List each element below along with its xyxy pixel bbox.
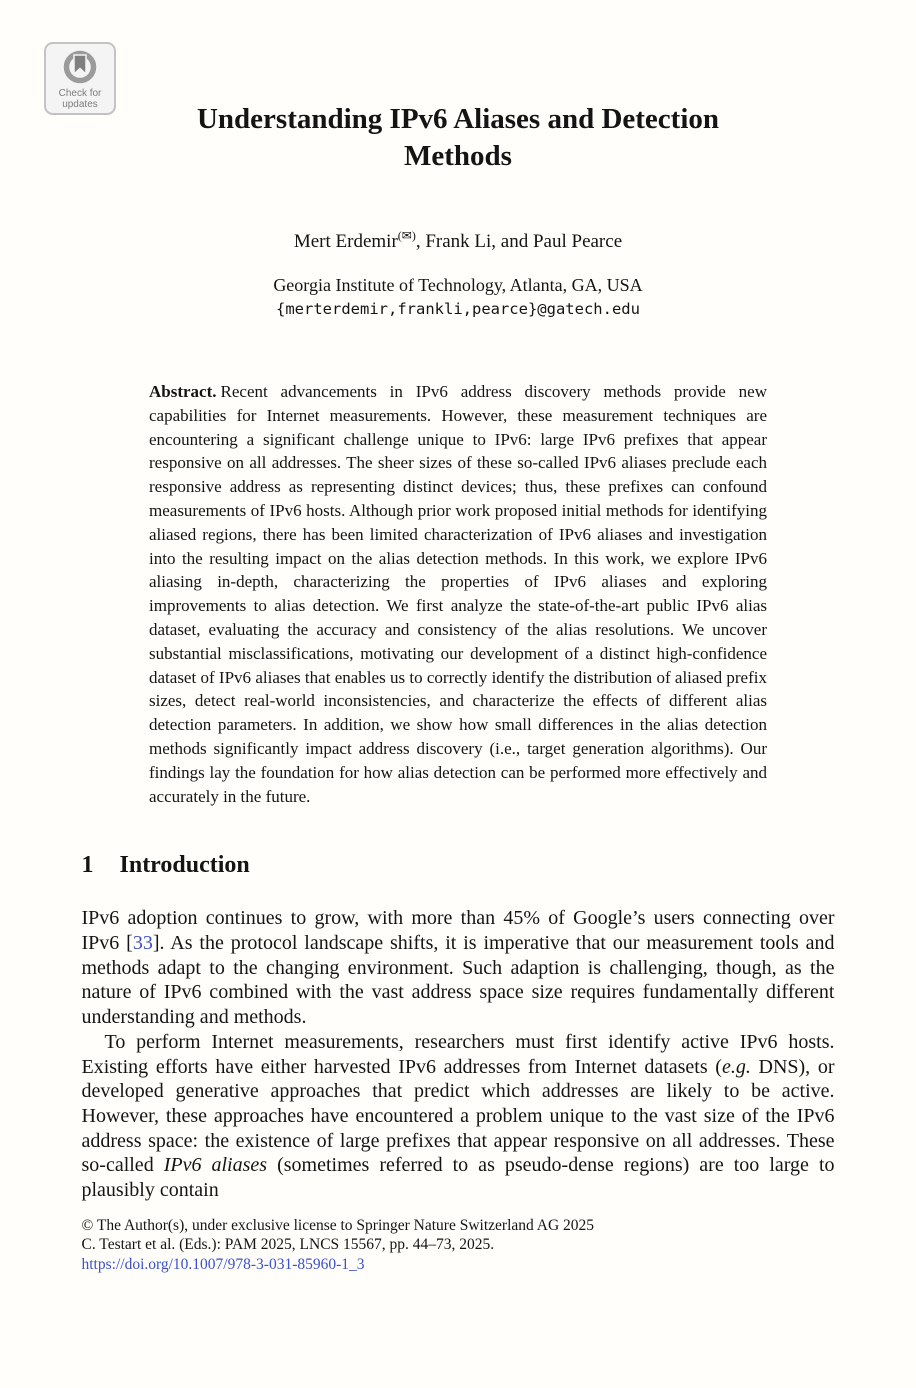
abstract-block xyxy=(149,380,767,808)
title-line-2: Methods xyxy=(404,140,512,172)
paragraph-text: IPv6 adoption continues to grow, with more than 45% of Google’s users connecting over IPv6 [ xyxy=(81,907,835,955)
abstract-text: Recent advancements in IPv6 address discovery methods provide new capabilities for Internet measurements. However, these measurement techniques are encountering a significant challenge unique to IPv6: large IPv6 prefixes that appear responsive on all addresses. The sheer sizes of these so-called IPv6 aliases preclude each responsive address as representing distinct devices; thus, these prefixes can confound measurements of IPv6 hosts. Although prior work proposed initial methods for identifying aliased regions, there has been limited characterization of IPv6 aliases and investigation into the resulting impact on the alias detection methods. In this work, we explore IPv6 aliasing in-depth, characterizing the properties of IPv6 aliases and exploring improvements to alias detection. We first analyze the state-of-the-art public IPv6 alias dataset, evaluating the accuracy and consistency of the alias resolutions. We uncover substantial misclassifications, motivating our development of a distinct high-confidence dataset of IPv6 aliases that enables us to correctly identify the distribution of aliased prefix sizes, detect real-world inconsistencies, and characterize the effects of different alias detection parameters. In addition, we show how small differences in the alias detection methods significantly impact address discovery (i.e., target generation algorithms). Our findings lay the foundation for how alias detection can be performed more effectively and accurately in the future. xyxy=(149,382,767,806)
intro-paragraph-1 xyxy=(82,906,835,1030)
title-line-1: Understanding IPv6 Aliases and Detection xyxy=(196,103,720,135)
footer-block xyxy=(82,1216,835,1275)
section-heading-introduction xyxy=(82,850,835,880)
italic-text: e.g. xyxy=(721,1055,751,1078)
envelope-icon: (✉) xyxy=(397,228,416,243)
paragraph-text: ]. As the protocol landscape shifts, it is imperative that our measurement tools and methods adapt to the changing environment. Such adaption is challenging, though, as the nature of IPv6 combined with the vast address space size requires fundamentally different understanding and methods. xyxy=(81,932,835,1029)
check-for-updates-label: Check for updates xyxy=(58,88,102,110)
italic-text: IPv6 aliases xyxy=(163,1154,268,1177)
citation-link-33[interactable]: 33 xyxy=(132,932,153,955)
authors-line xyxy=(82,228,835,253)
affiliation-line: Georgia Institute of Technology, Atlanta, GA, USA xyxy=(273,275,643,295)
check-for-updates-icon xyxy=(59,46,101,88)
section-title: Introduction xyxy=(119,852,250,879)
paragraph-text: DNS), or developed generative approaches that predict which addresses are likely to be active. However, these approaches have encountered a problem unique to the vast size of the IPv6 address space: the existence of large prefixes that appear responsive on all addresses. These so-called xyxy=(81,1055,835,1177)
paragraph-text: (sometimes referred to as pseudo-dense regions) are too large to plausibly contain xyxy=(81,1154,835,1202)
paper-title xyxy=(82,101,835,175)
email-line: {merterdemir,frankli,pearce}@gatech.edu xyxy=(276,300,640,318)
abstract-label: Abstract. xyxy=(149,382,217,401)
editors-line: C. Testart et al. (Eds.): PAM 2025, LNCS 15567, pp. 44–73, 2025. xyxy=(81,1236,495,1254)
author-name: Mert Erdemir xyxy=(293,231,398,252)
doi-link[interactable]: https://doi.org/10.1007/978-3-031-85960-1_3 xyxy=(81,1255,365,1273)
authors-rest: , Frank Li, and Paul Pearce xyxy=(415,231,623,252)
intro-paragraph-2 xyxy=(82,1030,835,1203)
paragraph-text: To perform Internet measurements, researchers must first identify active IPv6 hosts. Existing efforts have either harvested IPv6 addresses from Internet datasets ( xyxy=(81,1030,835,1078)
copyright-line: © The Author(s), under exclusive license to Springer Nature Switzerland AG 2025 xyxy=(81,1216,595,1234)
section-number: 1 xyxy=(81,852,94,879)
check-for-updates-badge[interactable] xyxy=(44,42,116,115)
paper-content xyxy=(82,0,835,1275)
